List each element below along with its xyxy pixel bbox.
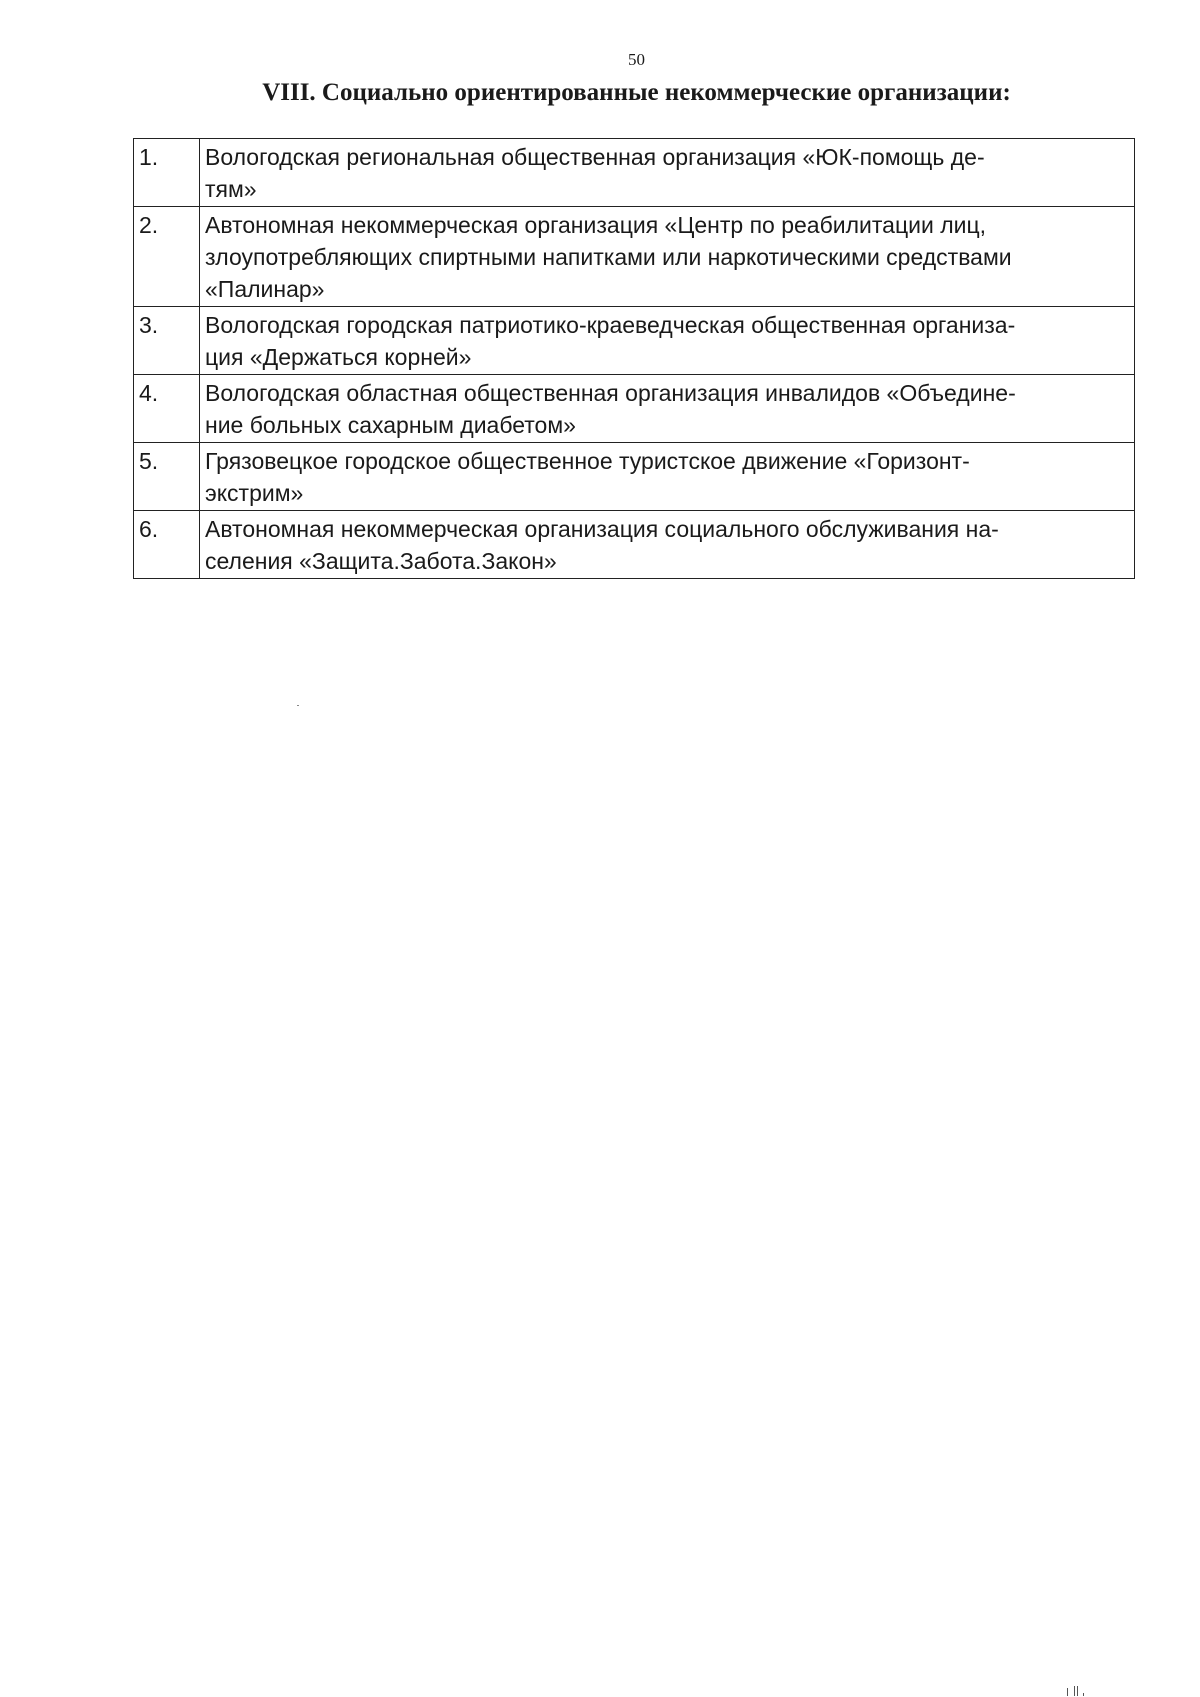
organization-name [200, 139, 1135, 207]
organization-name-line: тям» [205, 176, 257, 202]
organization-name [200, 511, 1135, 579]
organization-name [200, 443, 1135, 511]
organization-name-line: «Палинар» [205, 276, 325, 302]
organization-name-line: селения «Защита.Забота.Закон» [205, 548, 557, 574]
organization-name [200, 207, 1135, 307]
organizations-table [133, 138, 1135, 579]
table-row [134, 307, 1135, 375]
organization-name-line: ние больных сахарным диабетом» [205, 412, 576, 438]
row-number: 2. [134, 207, 200, 307]
page-number: 50 [628, 50, 645, 69]
section-title: VIII. Социально ориентированные некоммерческие организации: [262, 79, 1011, 106]
organization-name-line: экстрим» [205, 480, 304, 506]
organization-name-line: злоупотребляющих спиртными напитками или наркотическими средствами [205, 244, 1012, 270]
organization-name-line: Автономная некоммерческая организация социального обслуживания на- [205, 516, 999, 542]
row-number: 5. [134, 443, 200, 511]
organization-name-line: Грязовецкое городское общественное туристское движение «Горизонт- [205, 448, 970, 474]
row-number: 4. [134, 375, 200, 443]
organization-name-line: Вологодская городская патриотико-краеведческая общественная организа- [205, 312, 1016, 338]
scan-artifact [297, 705, 299, 706]
row-number: 1. [134, 139, 200, 207]
table-row [134, 443, 1135, 511]
organization-name [200, 375, 1135, 443]
table-row [134, 511, 1135, 579]
scan-corner-mark [1063, 1684, 1093, 1696]
organization-name [200, 307, 1135, 375]
organization-name-line: Автономная некоммерческая организация «Центр по реабилитации лиц, [205, 212, 987, 238]
table-row [134, 375, 1135, 443]
row-number: 6. [134, 511, 200, 579]
table-row [134, 207, 1135, 307]
table-row [134, 139, 1135, 207]
organization-name-line: Вологодская областная общественная организация инвалидов «Объедине- [205, 380, 1016, 406]
organization-name-line: ция «Держаться корней» [205, 344, 472, 370]
row-number: 3. [134, 307, 200, 375]
organization-name-line: Вологодская региональная общественная организация «ЮК-помощь де- [205, 144, 985, 170]
